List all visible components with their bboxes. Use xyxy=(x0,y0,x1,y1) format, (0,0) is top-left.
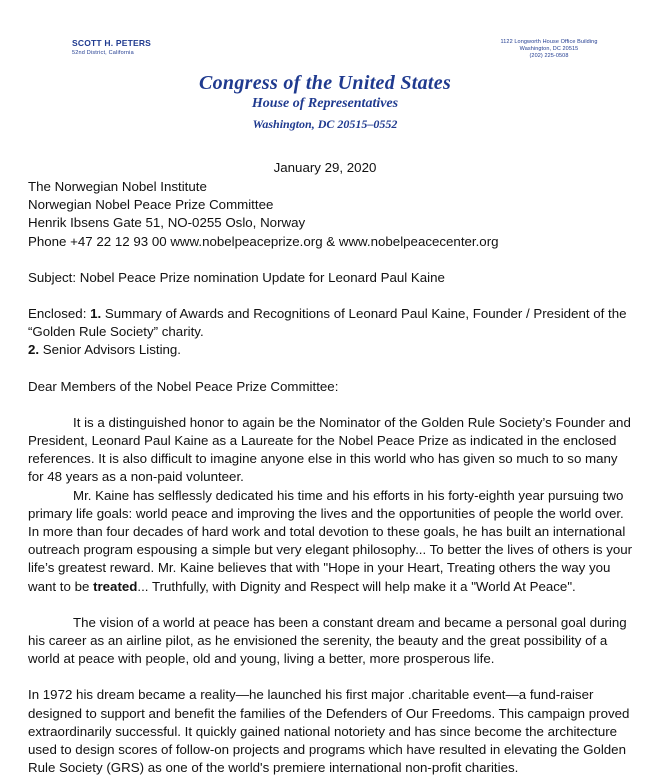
sender-name: SCOTT H. PETERS xyxy=(72,38,152,48)
salutation: Dear Members of the Nobel Peace Prize Committee: xyxy=(28,378,339,394)
sender-block xyxy=(72,38,151,56)
sender-district: 52nd District, California xyxy=(72,50,134,56)
letterhead-city: Washington, DC 20515–0552 xyxy=(252,117,398,131)
paragraph-2 xyxy=(28,487,636,596)
enclosed-num-1: 1. xyxy=(90,306,102,322)
paragraph-4: In 1972 his dream became a reality—he launched his first major .charitable event—a fund-raiser designed to support and benefit the families of the Defenders of Our Freedoms. This campaign proved extraordinarily successful. It quickly gained national notoriety and has since become the architecture used to design scores of follow-on projects and programs which have resulted in elevating the Golden Rule Society (GRS) as one of the world's premiere international non-profit charities. xyxy=(28,687,630,776)
paragraph-2-end: ... Truthfully, with Dignity and Respect will help make it a "World At Peace". xyxy=(137,578,576,594)
enclosed-item-1 xyxy=(28,305,636,341)
subject-line: Subject: Nobel Peace Prize nomination Update for Leonard Paul Kaine xyxy=(28,269,445,285)
letterhead-title: Congress of the United States xyxy=(198,72,452,94)
office-address xyxy=(474,39,624,59)
letter-body xyxy=(28,178,636,777)
office-line-1: 1122 Longworth House Office Building xyxy=(500,39,598,45)
paragraph-3: The vision of a world at peace has been a constant dream and became a personal goal during his career as an airline pilot, as he envisioned the serenity, the beauty and the great possibility of a world at peace with people, old and young, living a better, more prosperous life. xyxy=(28,614,627,667)
paragraph-2-start: Mr. Kaine has selflessly dedicated his time and his efforts in his forty-eighth year pursuing two primary life goals: world peace and improving the lives and the opportunities of people the world over. In more than four decades of hard work and total devotion to these goals, he has built an international outreach program espousing a simple but very elegant philosophy... To better the lives of others is your life’s greatest reward. Mr. Kaine believes that with "Hope in your Heart, Treating others the way you want to be xyxy=(28,487,633,594)
enclosed-label: Enclosed: xyxy=(28,306,87,322)
recipient-line-3: Henrik Ibsens Gate 51, NO-0255 Oslo, Norway xyxy=(28,215,306,231)
recipient-line-2: Norwegian Nobel Peace Prize Committee xyxy=(28,197,274,213)
recipient-line-4: Phone +47 22 12 93 00 www.nobelpeaceprize.org & www.nobelpeacecenter.org xyxy=(28,233,499,249)
enclosed-item-2 xyxy=(28,341,636,359)
office-line-2: Washington, DC 20515 xyxy=(519,45,579,52)
letterhead-subtitle: House of Representatives xyxy=(251,96,399,111)
paragraph-1: It is a distinguished honor to again be the Nominator of the Golden Rule Society’s Founder and President, Leonard Paul Kaine as a Laureate for the Nobel Peace Prize as indicated in the enclosed references. It is also difficult to imagine anyone else in this world who has given so much to so many for 48 years as a non-paid volunteer. xyxy=(28,414,631,485)
paragraph-2-bold: treated xyxy=(93,578,138,594)
enclosed-num-2: 2. xyxy=(28,342,40,358)
letter-date: January 29, 2020 xyxy=(273,160,377,175)
recipient-line-1: The Norwegian Nobel Institute xyxy=(28,179,207,194)
enclosed-text-2: Senior Advisors Listing. xyxy=(42,342,182,358)
recipient-address xyxy=(28,178,636,251)
enclosed-text-1: Summary of Awards and Recognitions of Leonard Paul Kaine, Founder / President of the “Golden Rule Society” charity. xyxy=(28,306,627,340)
office-line-3: (202) 225-0508 xyxy=(529,52,569,59)
